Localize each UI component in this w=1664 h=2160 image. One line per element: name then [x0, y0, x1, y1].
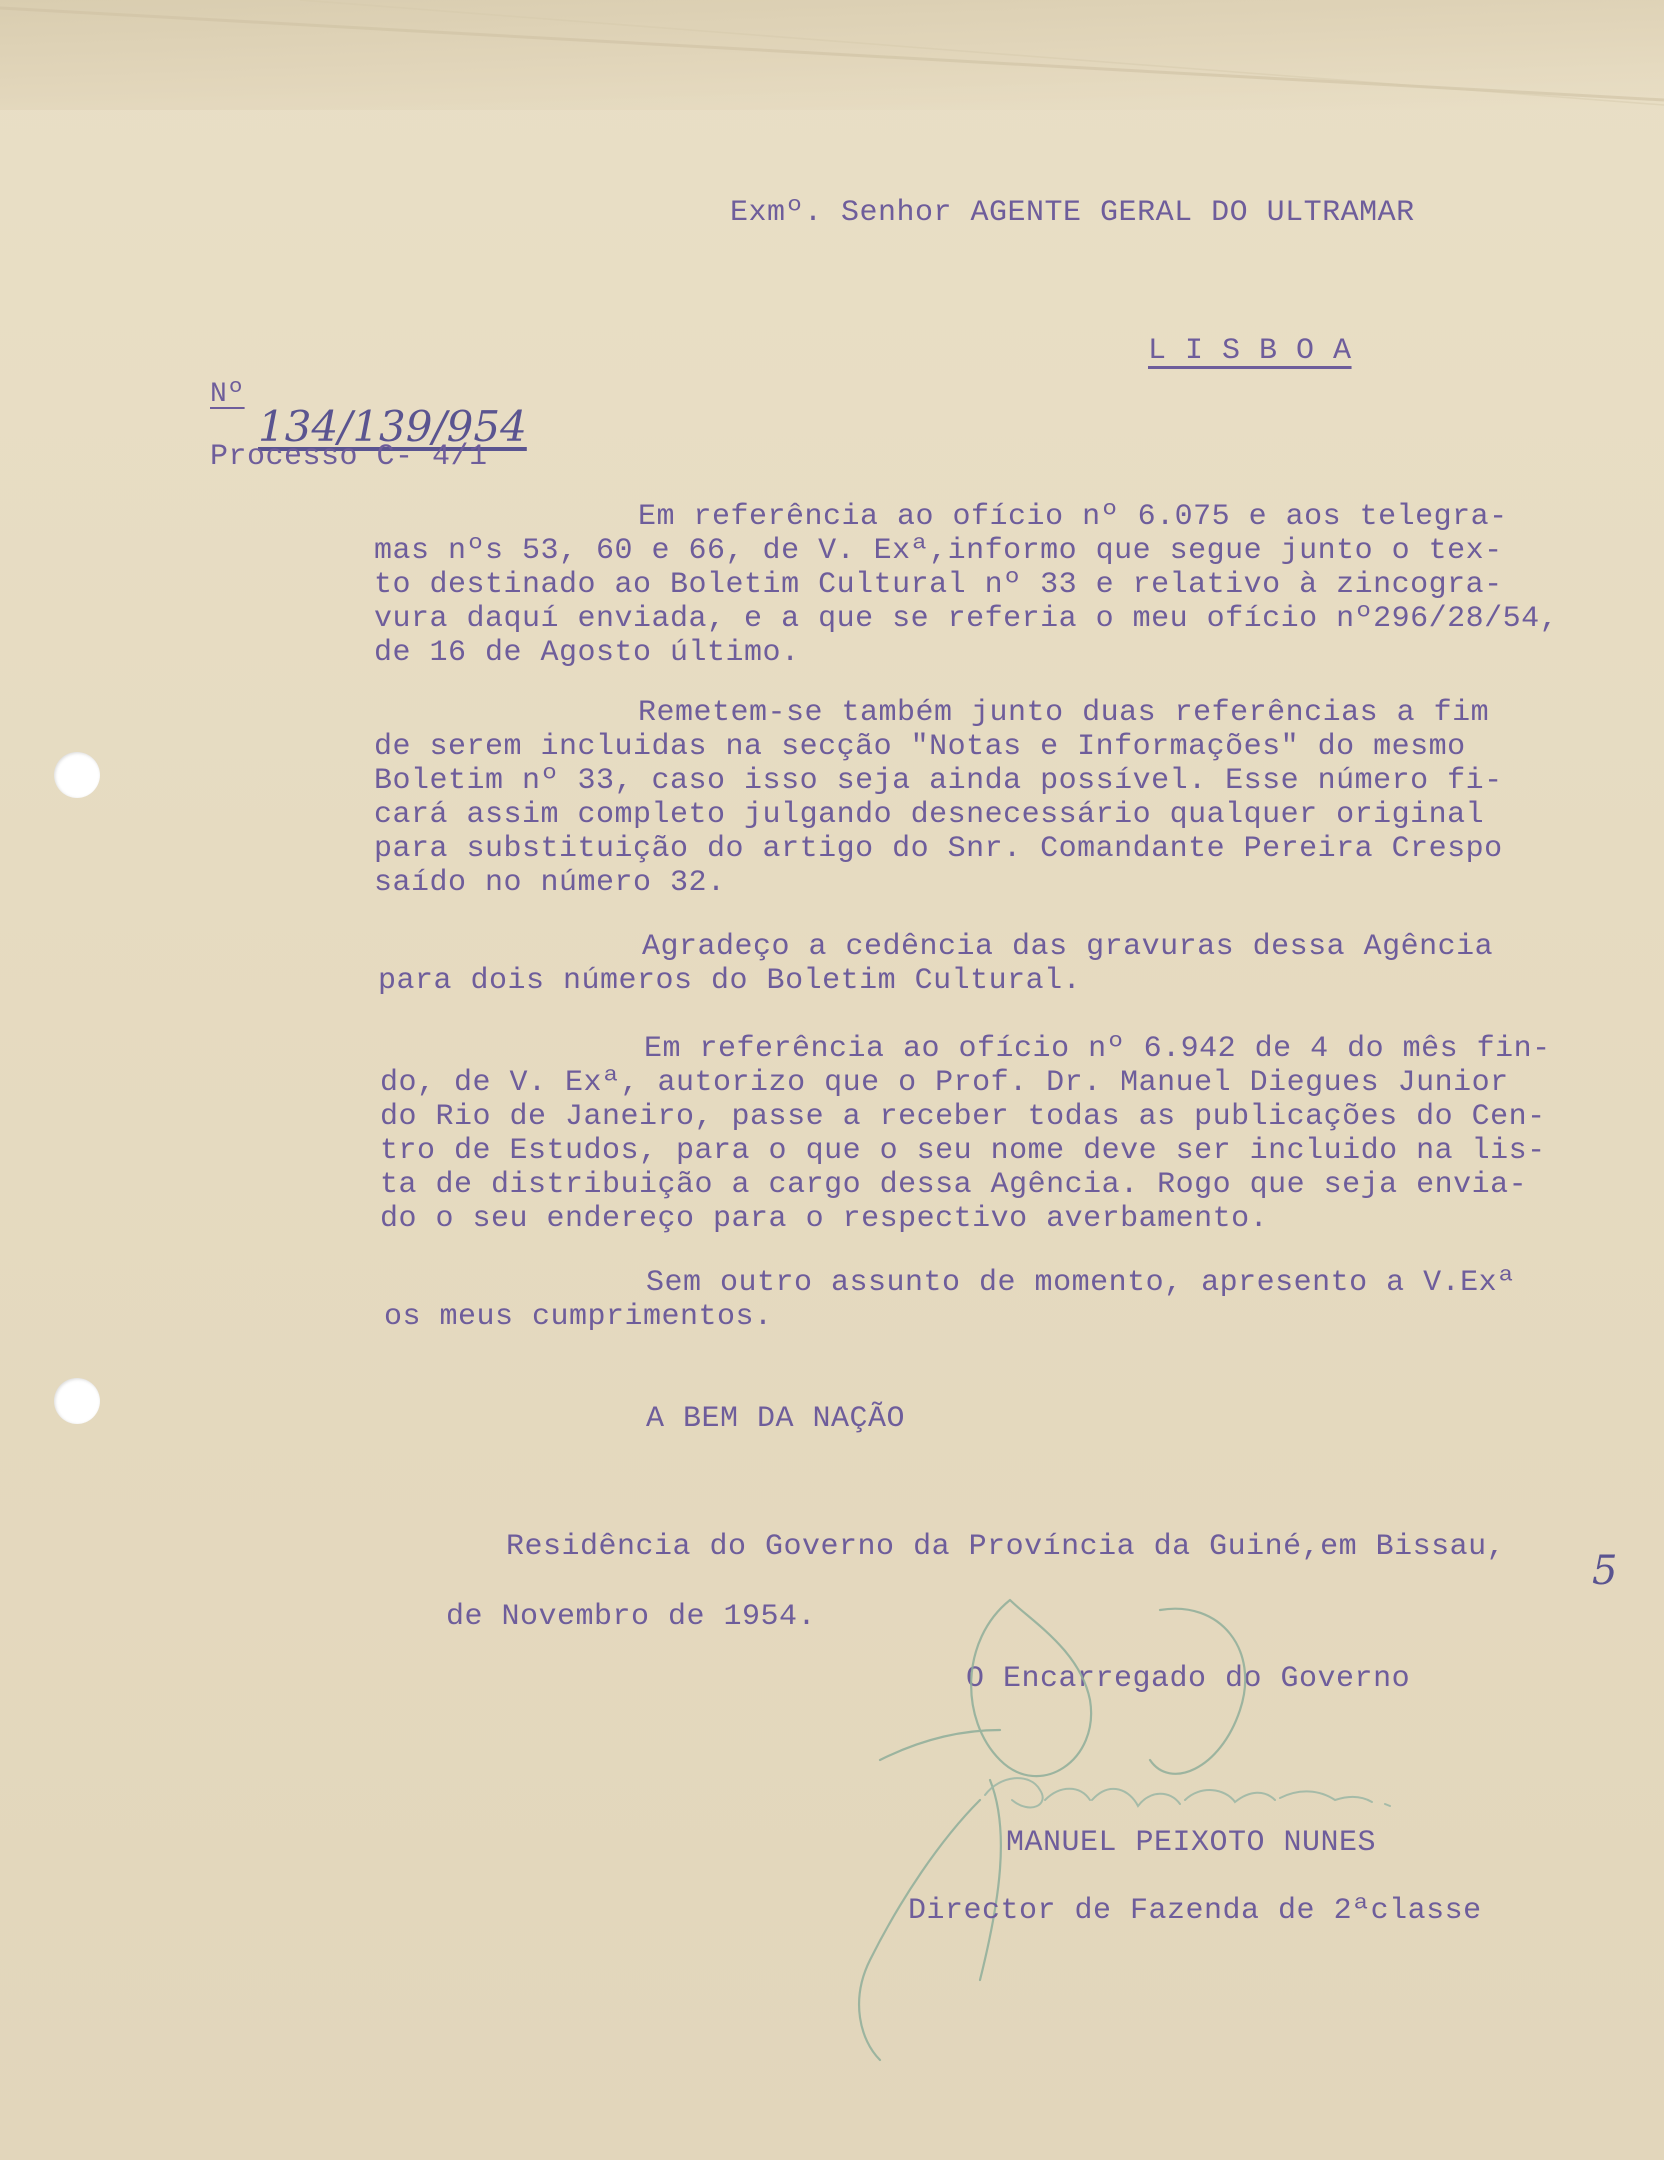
signatory-name: MANUEL PEIXOTO NUNES: [1006, 1826, 1377, 1860]
paragraph-line: mas nºs 53, 60 e 66, de V. Exª,informo que segue junto o tex-: [374, 534, 1503, 568]
paragraph-line: saído no número 32.: [374, 866, 726, 900]
paragraph-line: Boletim nº 33, caso isso seja ainda possível. Esse número fi-: [374, 764, 1503, 798]
paragraph-line: do, de V. Exª, autorizo que o Prof. Dr. Manuel Diegues Junior: [380, 1066, 1509, 1100]
process-number: Processo C- 4/1: [210, 440, 488, 474]
paragraph-line: de 16 de Agosto último.: [374, 636, 800, 670]
closing-handwritten-day: 5: [1592, 1548, 1618, 1594]
paragraph-line: Agradeço a cedência das gravuras dessa Agência: [642, 930, 1494, 964]
closing-motto: A BEM DA NAÇÃO: [646, 1402, 906, 1436]
closing-date-line: de Novembro de 1954.: [446, 1600, 817, 1634]
paragraph-line: para substituição do artigo do Snr. Comandante Pereira Crespo: [374, 832, 1503, 866]
addressee-city: L I S B O A: [1148, 334, 1352, 368]
paragraph-line: Em referência ao ofício nº 6.942 de 4 do mês fin-: [644, 1032, 1551, 1066]
paragraph-line: os meus cumprimentos.: [384, 1300, 773, 1334]
addressee-line: Exmº. Senhor AGENTE GERAL DO ULTRAMAR: [730, 196, 1415, 230]
closing-place-line: Residência do Governo da Província da Guiné,em Bissau,: [506, 1530, 1506, 1564]
paragraph-line: to destinado ao Boletim Cultural nº 33 e relativo à zincogra-: [374, 568, 1503, 602]
signatory-role: O Encarregado do Governo: [966, 1662, 1411, 1696]
paragraph-line: do o seu endereço para o respectivo averbamento.: [380, 1202, 1269, 1236]
paragraph-line: para dois números do Boletim Cultural.: [378, 964, 1082, 998]
paragraph-line: de serem incluidas na secção "Notas e Informações" do mesmo: [374, 730, 1466, 764]
paragraph-line: do Rio de Janeiro, passe a receber todas as publicações do Cen-: [380, 1100, 1546, 1134]
paragraph-line: Sem outro assunto de momento, apresento a V.Exª: [646, 1266, 1516, 1300]
paragraph-line: cará assim completo julgando desnecessário qualquer original: [374, 798, 1485, 832]
reference-prefix: Nº: [210, 379, 245, 410]
reference-handwritten-number: 134/139/954: [258, 402, 527, 451]
paragraph-line: Remetem-se também junto duas referências a fim: [638, 696, 1490, 730]
paragraph-line: vura daquí enviada, e a que se referia o meu ofício nº296/28/54,: [374, 602, 1559, 636]
signatory-title: Director de Fazenda de 2ªclasse: [908, 1894, 1482, 1928]
paragraph-line: tro de Estudos, para o que o seu nome deve ser incluido na lis-: [380, 1134, 1546, 1168]
paragraph-line: Em referência ao ofício nº 6.075 e aos telegra-: [638, 500, 1508, 534]
paragraph-line: ta de distribuição a cargo dessa Agência. Rogo que seja envia-: [380, 1168, 1528, 1202]
